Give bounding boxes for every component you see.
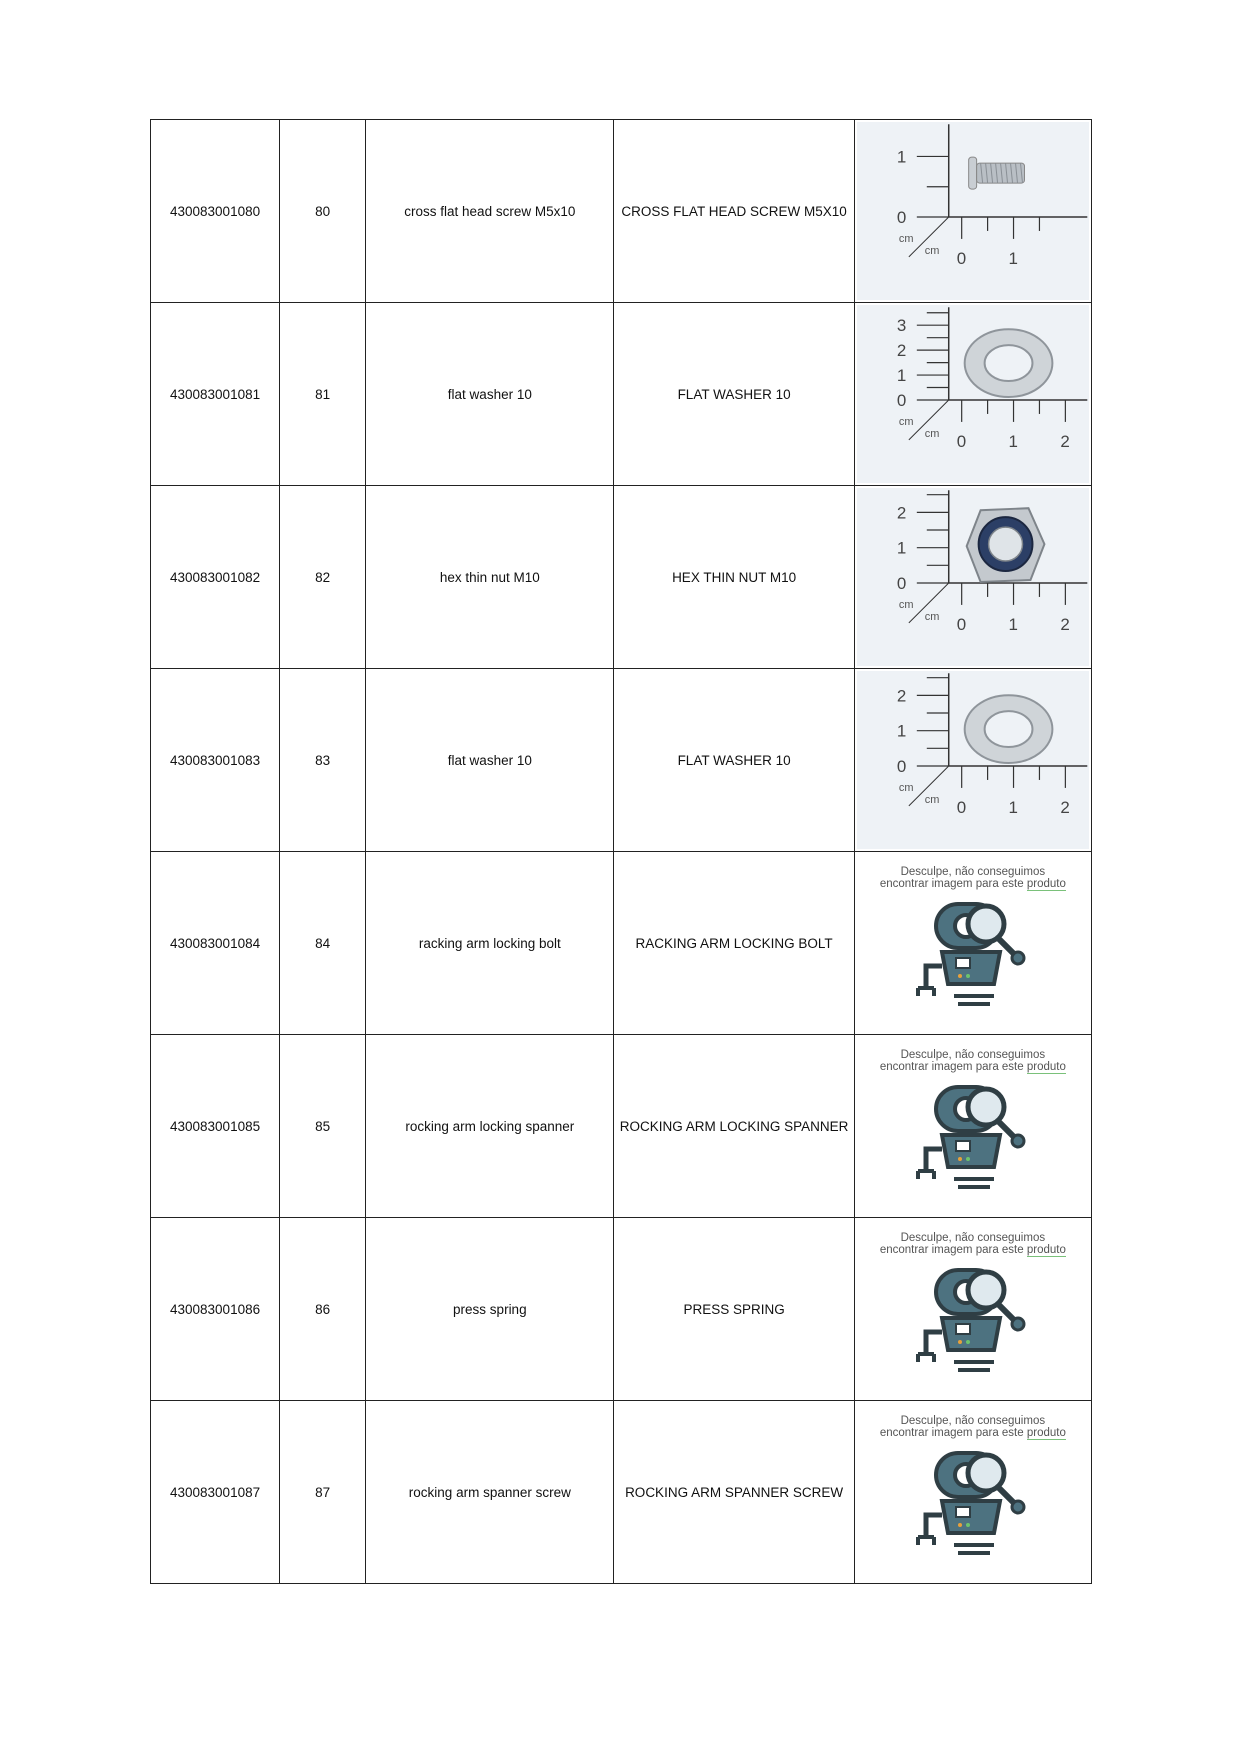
table-row xyxy=(151,486,1092,669)
robot-claw xyxy=(918,1171,934,1179)
no-image-message-line2 xyxy=(880,1244,1066,1256)
robot-claw xyxy=(918,1537,934,1545)
ruler-y-label: 0 xyxy=(896,390,907,410)
ruler-unit-label: cm xyxy=(924,793,940,806)
robot-claw xyxy=(918,1354,934,1362)
ruler-unit-label: cm xyxy=(924,244,940,257)
no-image-message-product-word: produto xyxy=(1026,1061,1066,1073)
ruler-unit-label: cm xyxy=(924,427,940,440)
part-code: 430083001082 xyxy=(151,486,280,669)
no-image-message xyxy=(880,1415,1066,1439)
no-image-message-product-word: produto xyxy=(1026,1427,1066,1439)
table-row xyxy=(151,669,1092,852)
no-image-placeholder xyxy=(855,852,1091,1034)
ruler-x-label: 0 xyxy=(956,248,966,268)
magnifier-knob xyxy=(1012,1318,1024,1330)
part-description-upper: PRESS SPRING xyxy=(614,1218,854,1401)
no-image-message-line2-text: encontrar imagem para este xyxy=(879,878,1027,890)
robot-arm xyxy=(926,1332,942,1354)
no-image-message-line2-text: encontrar imagem para este xyxy=(879,1061,1027,1073)
no-image-message-line1: Desculpe, não conseguimos xyxy=(900,866,1046,878)
ruler-y-label: 0 xyxy=(896,207,907,227)
robot-light xyxy=(966,1340,970,1344)
item-number: 86 xyxy=(280,1218,366,1401)
no-image-message-line2 xyxy=(880,1061,1066,1073)
robot-arm xyxy=(926,966,942,988)
ruler-unit-label: cm xyxy=(898,232,914,245)
part-photo xyxy=(857,122,1089,300)
part-photo xyxy=(857,305,1089,483)
part-photo-svg xyxy=(857,305,1089,483)
no-image-placeholder xyxy=(855,1218,1091,1400)
no-image-message xyxy=(880,1049,1066,1073)
item-number: 87 xyxy=(280,1401,366,1584)
item-number: 80 xyxy=(280,120,366,303)
ruler-x-label: 2 xyxy=(1060,797,1070,817)
part-description-upper: ROCKING ARM LOCKING SPANNER xyxy=(614,1035,854,1218)
table-row xyxy=(151,120,1092,303)
item-number: 81 xyxy=(280,303,366,486)
magnifier-knob xyxy=(1012,1501,1024,1513)
part-description-upper: FLAT WASHER 10 xyxy=(614,303,854,486)
ruler-y-label: 0 xyxy=(896,573,907,593)
parts-table xyxy=(150,119,1092,1584)
part-description: rocking arm locking spanner xyxy=(366,1035,614,1218)
part-image-cell xyxy=(854,1401,1091,1584)
no-image-placeholder xyxy=(855,1401,1091,1583)
nut-hole xyxy=(988,527,1022,561)
ruler-unit-label: cm xyxy=(898,781,914,794)
robot-panel xyxy=(956,1507,970,1517)
magnifier-knob xyxy=(1012,1135,1024,1147)
part-description: rocking arm spanner screw xyxy=(366,1401,614,1584)
part-description: flat washer 10 xyxy=(366,303,614,486)
robot-magnifier-icon xyxy=(908,896,1038,1016)
no-image-message-product-word: produto xyxy=(1026,878,1066,890)
part-description-upper: RACKING ARM LOCKING BOLT xyxy=(614,852,854,1035)
no-image-message xyxy=(880,866,1066,890)
robot-light xyxy=(966,974,970,978)
ruler-x-label: 1 xyxy=(1008,431,1018,451)
part-code: 430083001087 xyxy=(151,1401,280,1584)
washer-hole xyxy=(984,345,1032,381)
part-description: racking arm locking bolt xyxy=(366,852,614,1035)
no-image-placeholder xyxy=(855,1035,1091,1217)
part-code: 430083001086 xyxy=(151,1218,280,1401)
no-image-message-line2-text: encontrar imagem para este xyxy=(879,1244,1027,1256)
ruler-y-label: 1 xyxy=(896,538,907,558)
item-number: 85 xyxy=(280,1035,366,1218)
ruler-y-label: 1 xyxy=(896,366,907,386)
ruler-y-label: 2 xyxy=(896,503,907,523)
part-description-upper: CROSS FLAT HEAD SCREW M5X10 xyxy=(614,120,854,303)
item-number: 83 xyxy=(280,669,366,852)
no-image-message-line2 xyxy=(880,1427,1066,1439)
item-number: 82 xyxy=(280,486,366,669)
part-code: 430083001080 xyxy=(151,120,280,303)
robot-claw xyxy=(918,988,934,996)
part-photo xyxy=(857,488,1089,666)
robot-light xyxy=(966,1523,970,1527)
part-image-cell xyxy=(854,303,1091,486)
table-row xyxy=(151,852,1092,1035)
ruler-x-label: 2 xyxy=(1060,614,1070,634)
part-description: cross flat head screw M5x10 xyxy=(366,120,614,303)
ruler-x-label: 1 xyxy=(1008,614,1018,634)
part-photo xyxy=(857,671,1089,849)
ruler-x-label: 0 xyxy=(956,431,966,451)
part-image-cell xyxy=(854,669,1091,852)
part-description-upper: FLAT WASHER 10 xyxy=(614,669,854,852)
no-image-message-line1: Desculpe, não conseguimos xyxy=(900,1232,1046,1244)
ruler-y-label: 2 xyxy=(896,686,907,706)
ruler-y-label: 1 xyxy=(896,721,907,741)
table-row xyxy=(151,1035,1092,1218)
ruler-unit-label: cm xyxy=(898,415,914,428)
part-description: hex thin nut M10 xyxy=(366,486,614,669)
robot-light xyxy=(958,1523,962,1527)
ruler-y-label: 2 xyxy=(896,341,907,361)
part-image-cell xyxy=(854,486,1091,669)
ruler-x-label: 0 xyxy=(956,614,966,634)
ruler-unit-label: cm xyxy=(898,598,914,611)
ruler-unit-label: cm xyxy=(924,610,940,623)
no-image-message xyxy=(880,1232,1066,1256)
ruler-x-label: 1 xyxy=(1008,797,1018,817)
no-image-message-product-word: produto xyxy=(1026,1244,1066,1256)
robot-arm xyxy=(926,1149,942,1171)
no-image-message-line2-text: encontrar imagem para este xyxy=(879,1427,1027,1439)
part-photo-svg xyxy=(857,488,1089,666)
part-description-upper: HEX THIN NUT M10 xyxy=(614,486,854,669)
washer-hole xyxy=(984,711,1032,747)
ruler-y-label: 1 xyxy=(896,147,907,167)
robot-panel xyxy=(956,1324,970,1334)
item-number: 84 xyxy=(280,852,366,1035)
ruler-y-label: 0 xyxy=(896,756,907,776)
robot-panel xyxy=(956,1141,970,1151)
no-image-message-line2 xyxy=(880,878,1066,890)
robot-light xyxy=(966,1157,970,1161)
robot-light xyxy=(958,1340,962,1344)
magnifier-knob xyxy=(1012,952,1024,964)
part-photo-svg xyxy=(857,122,1089,300)
parts-table-body xyxy=(151,120,1092,1584)
part-code: 430083001081 xyxy=(151,303,280,486)
part-code: 430083001084 xyxy=(151,852,280,1035)
ruler-x-label: 0 xyxy=(956,797,966,817)
part-code: 430083001085 xyxy=(151,1035,280,1218)
robot-magnifier-icon xyxy=(908,1079,1038,1199)
robot-panel xyxy=(956,958,970,968)
part-image-cell xyxy=(854,120,1091,303)
table-row xyxy=(151,303,1092,486)
robot-arm xyxy=(926,1515,942,1537)
part-description: press spring xyxy=(366,1218,614,1401)
part-description-upper: ROCKING ARM SPANNER SCREW xyxy=(614,1401,854,1584)
ruler-x-label: 1 xyxy=(1008,248,1018,268)
no-image-message-line1: Desculpe, não conseguimos xyxy=(900,1049,1046,1061)
no-image-message-line1: Desculpe, não conseguimos xyxy=(900,1415,1046,1427)
table-row xyxy=(151,1401,1092,1584)
screw-head xyxy=(968,157,976,189)
robot-light xyxy=(958,974,962,978)
ruler-x-label: 2 xyxy=(1060,431,1070,451)
table-row xyxy=(151,1218,1092,1401)
part-code: 430083001083 xyxy=(151,669,280,852)
robot-light xyxy=(958,1157,962,1161)
robot-magnifier-icon xyxy=(908,1262,1038,1382)
part-image-cell xyxy=(854,1035,1091,1218)
part-description: flat washer 10 xyxy=(366,669,614,852)
part-image-cell xyxy=(854,1218,1091,1401)
robot-magnifier-icon xyxy=(908,1445,1038,1565)
part-image-cell xyxy=(854,852,1091,1035)
ruler-y-label: 3 xyxy=(896,316,907,336)
part-photo-svg xyxy=(857,671,1089,849)
